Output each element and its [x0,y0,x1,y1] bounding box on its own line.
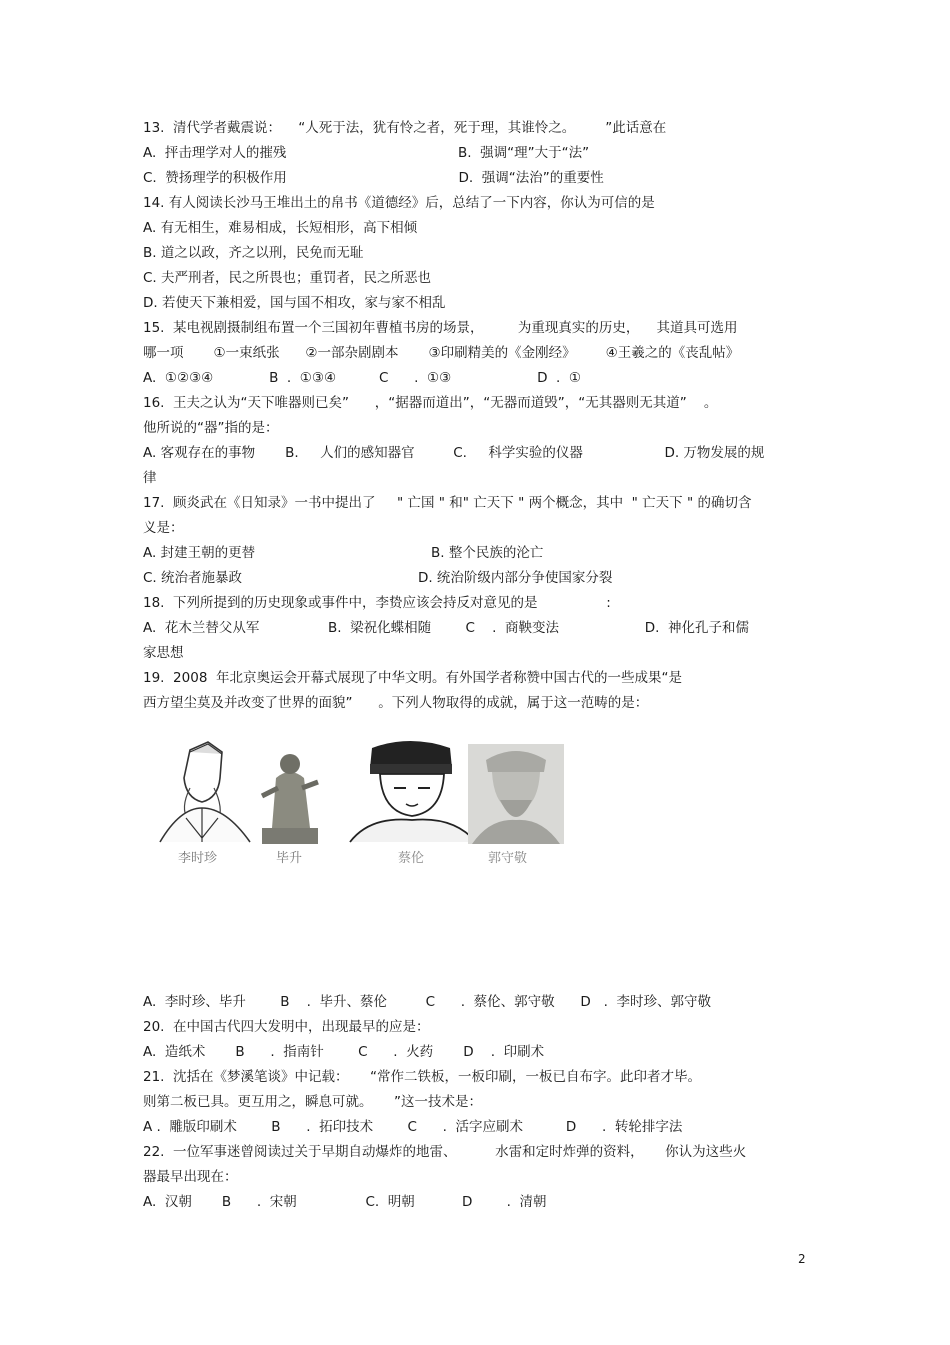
q14-option-a: A. 有无相生，难易相成，长短相形，高下相倾 [143,220,418,236]
q13-options-cd: C. 赞扬理学的积极作用 D. 强调“法治”的重要性 [143,170,604,186]
q14-option-b: B. 道之以政，齐之以刑，民免而无耻 [143,245,364,261]
caption-guo-shoujing: 郭守敬 [488,851,528,866]
page-number: 2 [798,1252,806,1266]
question-18: 18. 下列所提到的历史现象或事件中，李贽应该会持反对意见的是 : [143,595,611,611]
question-17-cont: 义是： [143,520,184,536]
question-15: 15. 某电视剧摄制组布置一个三国初年曹植书房的场景， 为重现真实的历史， 其道具可选用 [143,320,738,336]
q18-options: A. 花木兰替父从军 B. 梁祝化蝶相随 C . 商鞅变法 D. 神化孔子和儒 [143,620,750,636]
q19-options: A. 李时珍、毕升 B . 毕升、蔡伦 C . 蔡伦、郭守敬 D . 李时珍、郭守敬 [143,994,712,1010]
question-16-cont: 他所说的“器”指的是： [143,420,279,436]
question-22-cont: 器最早出现在： [143,1169,238,1185]
statue-bi-sheng [262,754,318,844]
caption-li-shizhen: 李时珍 [178,851,218,866]
question-22: 22. 一位军事迷曾阅读过关于早期自动爆炸的地雷、 水雷和定时炸弹的资料， 你认为这些火 [143,1144,747,1160]
q21-options: A . 雕版印刷术 B . 拓印技术 C . 活字应刷术 D . 转轮排字法 [143,1119,683,1135]
q17-options-ab: A. 封建王朝的更替 B. 整个民族的沦亡 [143,545,544,561]
q14-option-d: D. 若使天下兼相爱，国与国不相攻，家与家不相乱 [143,295,446,311]
q20-options: A. 造纸术 B . 指南针 C . 火药 D . 印刷术 [143,1044,545,1060]
portrait-cai-lun [350,741,476,842]
question-19: 19. 2008 年北京奥运会开幕式展现了中华文明。有外国学者称赞中国古代的一些成果“是 [143,670,682,686]
q13-options-ab: A. 抨击理学对人的摧残 B. 强调“理”大于“法” [143,145,590,161]
question-19-cont: 西方望尘莫及并改变了世界的面貌” 。下列人物取得的成就，属于这一范畴的是： [143,695,649,711]
statue-guo-shoujing [468,744,564,844]
portraits-figure [150,738,570,868]
q15-options: A. ①②③④ B . ①③④ C . ①③ D . ① [143,370,582,386]
q17-options-cd: C. 统治者施暴政 D. 统治阶级内部分争使国家分裂 [143,570,613,586]
q16-options-cont: 律 [143,470,157,486]
question-14: 14. 有人阅读长沙马王堆出土的帛书《道德经》后，总结了一下内容，你认为可信的是 [143,195,655,211]
question-16: 16. 王夫之认为“天下唯器则已矣” ，“据器而道出”，“无器而道毁”，“无其器则无其道” 。 [143,395,718,411]
caption-cai-lun: 蔡伦 [398,851,425,866]
q14-option-c: C. 夫严刑者，民之所畏也；重罚者，民之所恶也 [143,270,432,286]
portrait-li-shizhen [160,742,250,842]
caption-bi-sheng: 毕升 [276,851,303,866]
question-13: 13. 清代学者戴震说： “人死于法，犹有怜之者，死于理，其谁怜之。 ”此话意在 [143,120,667,136]
q22-options: A. 汉朝 B . 宋朝 C. 明朝 D . 清朝 [143,1194,547,1210]
q18-options-cont: 家思想 [143,645,184,661]
question-17: 17. 顾炎武在《日知录》一书中提出了 " 亡国 " 和" 亡天下 " 两个概念，其中 " 亡天下 " 的确切含 [143,495,752,511]
question-15-cont: 哪一项 ①一束纸张 ②一部杂剧剧本 ③印刷精美的《金刚经》 ④王羲之的《丧乱帖》 [143,345,740,361]
q16-options: A. 客观存在的事物 B. 人们的感知器官 C. 科学实验的仪器 D. 万物发展的规 [143,445,765,461]
question-21: 21. 沈括在《梦溪笔谈》中记载： “常作二铁板，一板印刷，一板已自布字。此印者才毕。 [143,1069,702,1085]
question-20: 20. 在中国古代四大发明中，出现最早的应是： [143,1019,430,1035]
question-21-cont: 则第二板已具。更互用之，瞬息可就。 ”这一技术是： [143,1094,482,1110]
